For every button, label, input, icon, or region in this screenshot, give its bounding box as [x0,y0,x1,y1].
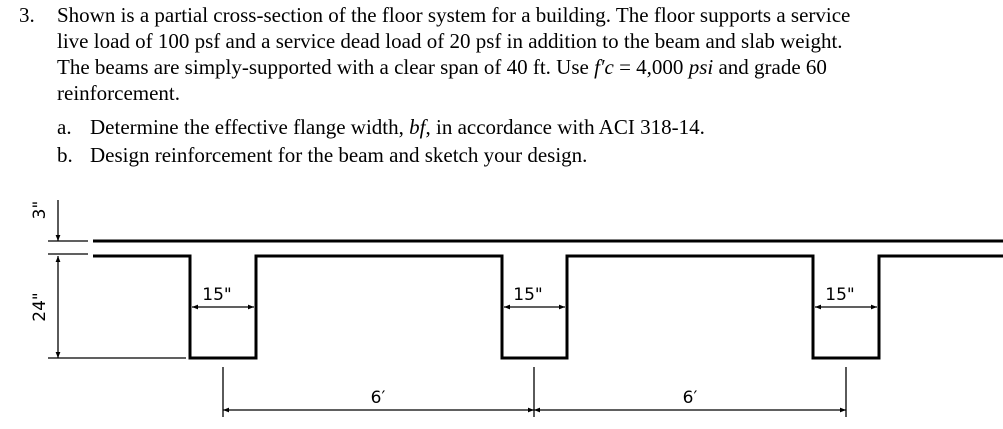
fc-tail: and grade 60 [713,55,827,79]
problem-line-4: reinforcement. [57,81,181,105]
fc-symbol: f′c [594,55,614,79]
slab-thickness-label: 3" [30,200,50,220]
problem-line-2: live load of 100 psf and a service dead load of 20 psf in addition to the beam and slab weight. [57,29,843,53]
problem-number: 3. [19,3,35,27]
problem-line-1: Shown is a partial cross-section of the floor system for a building. The floor supports a service [57,3,851,27]
spacing-label-2: 6′ [682,388,698,408]
web-width-label-3: 15" [825,285,855,305]
fc-unit: psi [688,55,714,79]
part-b-text: Design reinforcement for the beam and sketch your design. [90,143,588,167]
spacing-label-1: 6′ [370,388,386,408]
part-a-label: a. [57,115,72,139]
part-a-text-post: , in accordance with ACI 318-14. [425,115,705,139]
web-depth-label: 24" [30,292,50,322]
fc-equals: = 4,000 [613,55,689,79]
part-a-text-pre: Determine the effective flange width, [90,115,410,139]
part-b-label: b. [57,143,73,167]
problem-line-3-text: The beams are simply-supported with a clear span of 40 ft. Use [57,55,589,79]
web-width-label-1: 15" [202,285,232,305]
web-width-label-2: 15" [513,285,543,305]
bf-symbol: bf [409,115,426,139]
